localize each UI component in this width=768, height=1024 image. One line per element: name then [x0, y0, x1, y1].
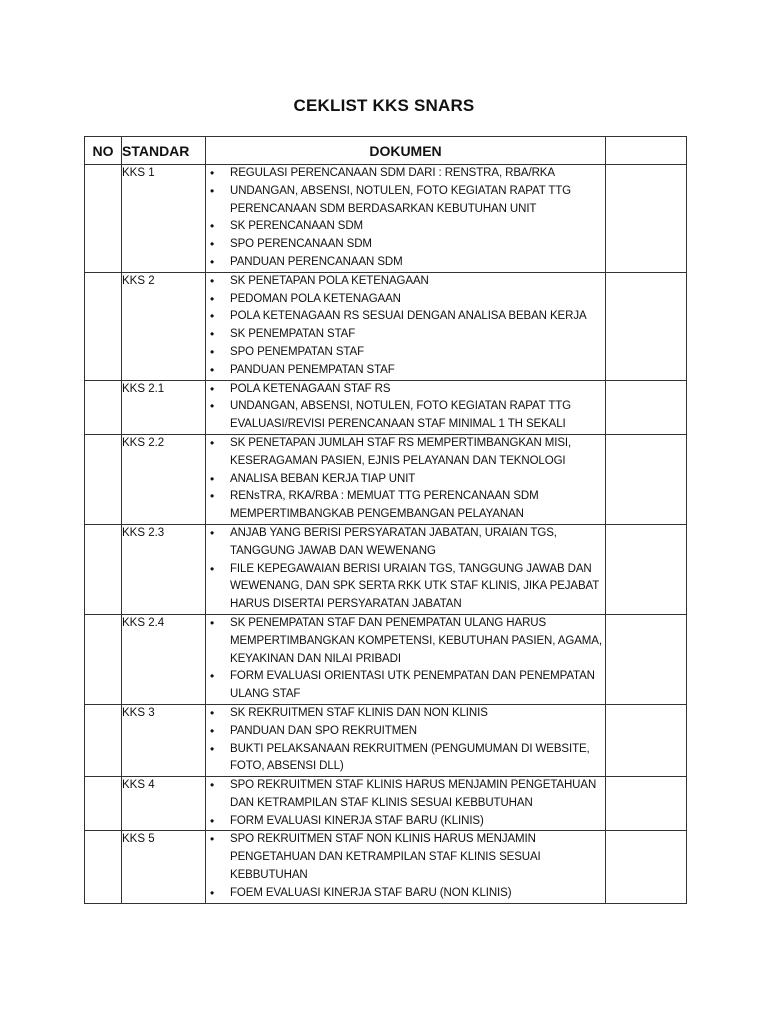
row-check-cell	[606, 831, 687, 903]
row-no-cell	[85, 704, 122, 776]
document-item: • UNDANGAN, ABSENSI, NOTULEN, FOTO KEGIATAN RAPAT TTG PERENCANAAN SDM BERDASARKAN KEBUTUHAN UNIT	[206, 183, 605, 219]
row-check-cell	[606, 777, 687, 831]
document-item: • PANDUAN DAN SPO REKRUITMEN	[206, 723, 605, 741]
row-dokumen	[206, 777, 606, 831]
row-check-cell	[606, 434, 687, 524]
row-check-cell	[606, 524, 687, 614]
row-no-cell	[85, 614, 122, 704]
document-item: • SPO PERENCANAAN SDM	[206, 236, 605, 254]
document-item: • SK PERENCANAAN SDM	[206, 218, 605, 236]
row-no-cell	[85, 777, 122, 831]
document-item: • SK PENETAPAN JUMLAH STAF RS MEMPERTIMBANGKAN MISI, KESERAGAMAN PASIEN, EJNIS PELAYANAN DAN TEKNOLOGI	[206, 435, 605, 471]
table-row	[85, 777, 687, 831]
table-row	[85, 380, 687, 434]
document-item: • PEDOMAN POLA KETENAGAAN	[206, 291, 605, 309]
row-no-cell	[85, 272, 122, 380]
row-standar: KKS 2.4	[122, 614, 206, 704]
document-item: • FORM EVALUASI ORIENTASI UTK PENEMPATAN DAN PENEMPATAN ULANG STAF	[206, 668, 605, 704]
row-no-cell	[85, 380, 122, 434]
document-item: • PANDUAN PENEMPATAN STAF	[206, 362, 605, 380]
table-row	[85, 272, 687, 380]
row-no-cell	[85, 524, 122, 614]
document-list	[206, 705, 605, 776]
document-item: • SK PENETAPAN POLA KETENAGAAN	[206, 273, 605, 291]
checklist-body	[85, 165, 687, 904]
table-row	[85, 165, 687, 273]
header-standar: STANDAR	[122, 137, 206, 165]
row-check-cell	[606, 165, 687, 273]
document-list	[206, 165, 605, 272]
row-standar: KKS 5	[122, 831, 206, 903]
table-row	[85, 831, 687, 903]
row-standar: KKS 2.2	[122, 434, 206, 524]
table-row	[85, 524, 687, 614]
document-item: • UNDANGAN, ABSENSI, NOTULEN, FOTO KEGIATAN RAPAT TTG EVALUASI/REVISI PERENCANAAN STAF MINIMAL 1 TH SEKALI	[206, 398, 605, 434]
header-no: NO	[85, 137, 122, 165]
document-item: • SK REKRUITMEN STAF KLINIS DAN NON KLINIS	[206, 705, 605, 723]
document-list	[206, 381, 605, 434]
row-dokumen	[206, 524, 606, 614]
row-standar: KKS 2	[122, 272, 206, 380]
checklist-table	[84, 136, 687, 904]
document-list	[206, 615, 605, 704]
document-item: • FILE KEPEGAWAIAN BERISI URAIAN TGS, TANGGUNG JAWAB DAN WEWENANG, DAN SPK SERTA RKK UTK STAF KLINIS, JIKA PEJABAT HARUS DISERTAI PERSYARATAN JABATAN	[206, 561, 605, 614]
document-item: • ANJAB YANG BERISI PERSYARATAN JABATAN, URAIAN TGS, TANGGUNG JAWAB DAN WEWENANG	[206, 525, 605, 561]
document-item: • REGULASI PERENCANAAN SDM DARI : RENSTRA, RBA/RKA	[206, 165, 605, 183]
row-dokumen	[206, 165, 606, 273]
row-dokumen	[206, 704, 606, 776]
row-check-cell	[606, 272, 687, 380]
document-item: • SK PENEMPATAN STAF	[206, 326, 605, 344]
document-item: • POLA KETENAGAAN RS SESUAI DENGAN ANALISA BEBAN KERJA	[206, 308, 605, 326]
row-check-cell	[606, 380, 687, 434]
document-list	[206, 435, 605, 524]
row-standar: KKS 2.3	[122, 524, 206, 614]
table-row	[85, 434, 687, 524]
row-no-cell	[85, 434, 122, 524]
row-check-cell	[606, 614, 687, 704]
document-item: • BUKTI PELAKSANAAN REKRUITMEN (PENGUMUMAN DI WEBSITE, FOTO, ABSENSI DLL)	[206, 741, 605, 777]
row-standar: KKS 2.1	[122, 380, 206, 434]
row-standar: KKS 1	[122, 165, 206, 273]
document-list	[206, 777, 605, 830]
row-no-cell	[85, 165, 122, 273]
document-item: • SPO PENEMPATAN STAF	[206, 344, 605, 362]
row-dokumen	[206, 380, 606, 434]
document-item: • SPO REKRUITMEN STAF KLINIS HARUS MENJAMIN PENGETAHUAN DAN KETRAMPILAN STAF KLINIS SESUAI KEBBUTUHAN	[206, 777, 605, 813]
header-dokumen: DOKUMEN	[206, 137, 606, 165]
table-row	[85, 704, 687, 776]
header-row	[85, 137, 687, 165]
document-list	[206, 831, 605, 902]
row-standar: KKS 3	[122, 704, 206, 776]
table-row	[85, 614, 687, 704]
row-dokumen	[206, 272, 606, 380]
document-item: • SPO REKRUITMEN STAF NON KLINIS HARUS MENJAMIN PENGETAHUAN DAN KETRAMPILAN STAF KLINIS SESUAI KEBBUTUHAN	[206, 831, 605, 884]
document-list	[206, 273, 605, 380]
row-check-cell	[606, 704, 687, 776]
document-item: • RENsTRA, RKA/RBA : MEMUAT TTG PERENCANAAN SDM MEMPERTIMBANGKAB PENGEMBANGAN PELAYANAN	[206, 488, 605, 524]
document-item: • PANDUAN PERENCANAAN SDM	[206, 254, 605, 272]
row-dokumen	[206, 831, 606, 903]
document-item: • FOEM EVALUASI KINERJA STAF BARU (NON KLINIS)	[206, 885, 605, 903]
document-item: • ANALISA BEBAN KERJA TIAP UNIT	[206, 471, 605, 489]
document-item: • SK PENEMPATAN STAF DAN PENEMPATAN ULANG HARUS MEMPERTIMBANGKAN KOMPETENSI, KEBUTUHAN PASIEN, AGAMA, KEYAKINAN DAN NILAI PRIBADI	[206, 615, 605, 668]
document-list	[206, 525, 605, 614]
page-title: CEKLIST KKS SNARS	[293, 96, 475, 115]
document-item: • POLA KETENAGAAN STAF RS	[206, 381, 605, 399]
document-item: • FORM EVALUASI KINERJA STAF BARU (KLINIS)	[206, 813, 605, 831]
row-dokumen	[206, 434, 606, 524]
row-standar: KKS 4	[122, 777, 206, 831]
row-dokumen	[206, 614, 606, 704]
row-no-cell	[85, 831, 122, 903]
header-extra	[606, 137, 687, 165]
